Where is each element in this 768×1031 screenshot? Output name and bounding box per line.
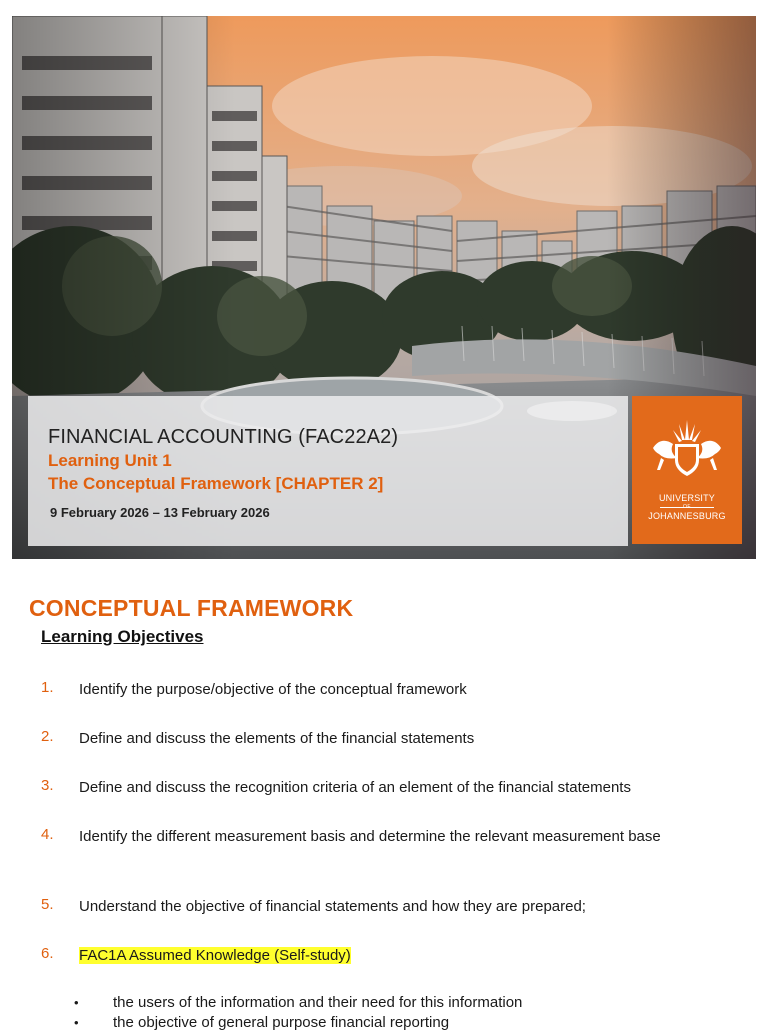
uj-crest-icon [647, 414, 727, 490]
objective-number: 2. [41, 728, 54, 745]
objective-number: 1. [41, 679, 54, 696]
objective-number: 5. [41, 896, 54, 913]
title-panel [28, 396, 628, 546]
bullet-text: the users of the information and their need for this information [113, 994, 523, 1011]
bullet-text: the objective of general purpose financial reporting [113, 1014, 450, 1031]
objective-number: 3. [41, 777, 54, 794]
objective-text: Define and discuss the recognition criteria of an element of the financial statements [79, 779, 631, 796]
course-title: FINANCIAL ACCOUNTING (FAC22A2) [48, 426, 399, 448]
objective-text: Understand the objective of financial statements and how they are prepared; [79, 898, 586, 915]
objective-text-highlighted [79, 945, 719, 966]
learning-objectives-heading: Learning Objectives [41, 627, 204, 646]
topic-label: The Conceptual Framework [CHAPTER 2] [48, 474, 384, 493]
objective-text: Identify the different measurement basis and determine the relevant measurement base [79, 828, 661, 845]
section-heading: CONCEPTUAL FRAMEWORK [29, 595, 354, 621]
objective-number: 4. [41, 826, 54, 843]
highlighted-text: FAC1A Assumed Knowledge (Self-study) [79, 947, 351, 964]
date-range: 9 February 2026 – 13 February 2026 [50, 505, 270, 520]
bullet-marker: • [74, 995, 79, 1010]
uj-logo-line1: UNIVERSITY [658, 493, 715, 503]
uj-logo-line2: OF [683, 504, 691, 510]
bullet-marker: • [74, 1015, 79, 1030]
uj-logo [632, 396, 742, 544]
hero-banner [12, 16, 756, 559]
objective-text: Identify the purpose/objective of the conceptual framework [79, 681, 467, 698]
objective-text: Define and discuss the elements of the financial statements [79, 730, 475, 747]
objective-number: 6. [41, 945, 54, 962]
unit-label: Learning Unit 1 [48, 451, 172, 470]
uj-logo-line3: JOHANNESBURG [648, 511, 726, 521]
